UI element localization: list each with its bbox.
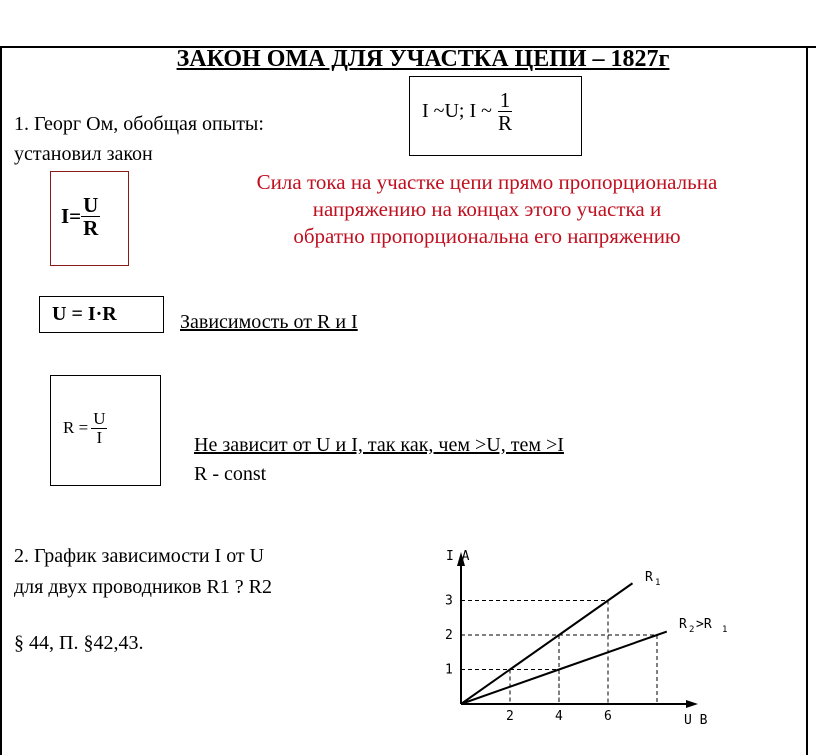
fraction-numerator: 1	[499, 88, 511, 112]
fraction-numerator: U	[93, 409, 106, 428]
series-label-r2-sub: 2	[689, 625, 695, 635]
page-title: ЗАКОН ОМА ДЛЯ УЧАСТКА ЦЕПИ – 1827г	[176, 46, 670, 72]
y-tick-label: 2	[445, 628, 453, 643]
fraction-denominator: R	[83, 216, 99, 241]
section1-line1: 1. Георг Ом, обобщая опыты:	[14, 113, 264, 135]
series-label-r1: R	[645, 570, 653, 585]
statement-line: обратно пропорциональна его напряжению	[293, 224, 681, 248]
y-tick-label: 3	[445, 593, 453, 609]
x-axis-label: U В	[684, 713, 708, 728]
series-label-r2: R	[679, 617, 687, 632]
section1-line2: установил закон	[14, 143, 153, 165]
fraction-numerator: U	[83, 193, 99, 217]
proportionality-text: I ~U; I ~	[422, 100, 492, 123]
r-note-line1: Не зависит от U и I, так как, чем >U, тем >I	[194, 434, 564, 456]
section2-line1: 2. График зависимости I от U	[14, 545, 265, 567]
y-tick-label: 1	[445, 662, 453, 678]
section2-line2: для двух проводников R1 ? R2	[14, 576, 273, 598]
formula-i-left: I=	[61, 204, 82, 229]
fraction-denominator: I	[96, 427, 103, 447]
formula-r-left: R =	[63, 418, 89, 438]
series-label-r2-sub2: 1	[722, 625, 728, 635]
series-label-r1-sub: 1	[655, 578, 661, 588]
series-label-r2-rest: >R	[696, 617, 712, 632]
x-tick-label: 6	[604, 709, 612, 724]
series-line-r1	[461, 583, 633, 704]
r-note-line2: R - const	[194, 463, 267, 485]
formula-u: U = I·R	[52, 303, 117, 325]
statement-line: напряжению на концах этого участка и	[312, 197, 662, 221]
fraction-denominator: R	[497, 111, 512, 136]
statement-line: Сила тока на участке цепи прямо пропорциональна	[256, 170, 718, 194]
x-axis-arrow	[686, 700, 698, 708]
x-tick-label: 4	[555, 709, 563, 724]
x-tick-label: 2	[506, 709, 514, 724]
section2-line3: § 44, П. §42,43.	[14, 632, 144, 654]
y-axis-label: I А	[446, 549, 470, 564]
dependence-caption: Зависимость от R и I	[180, 311, 358, 333]
series-line-r2r1	[461, 632, 667, 704]
